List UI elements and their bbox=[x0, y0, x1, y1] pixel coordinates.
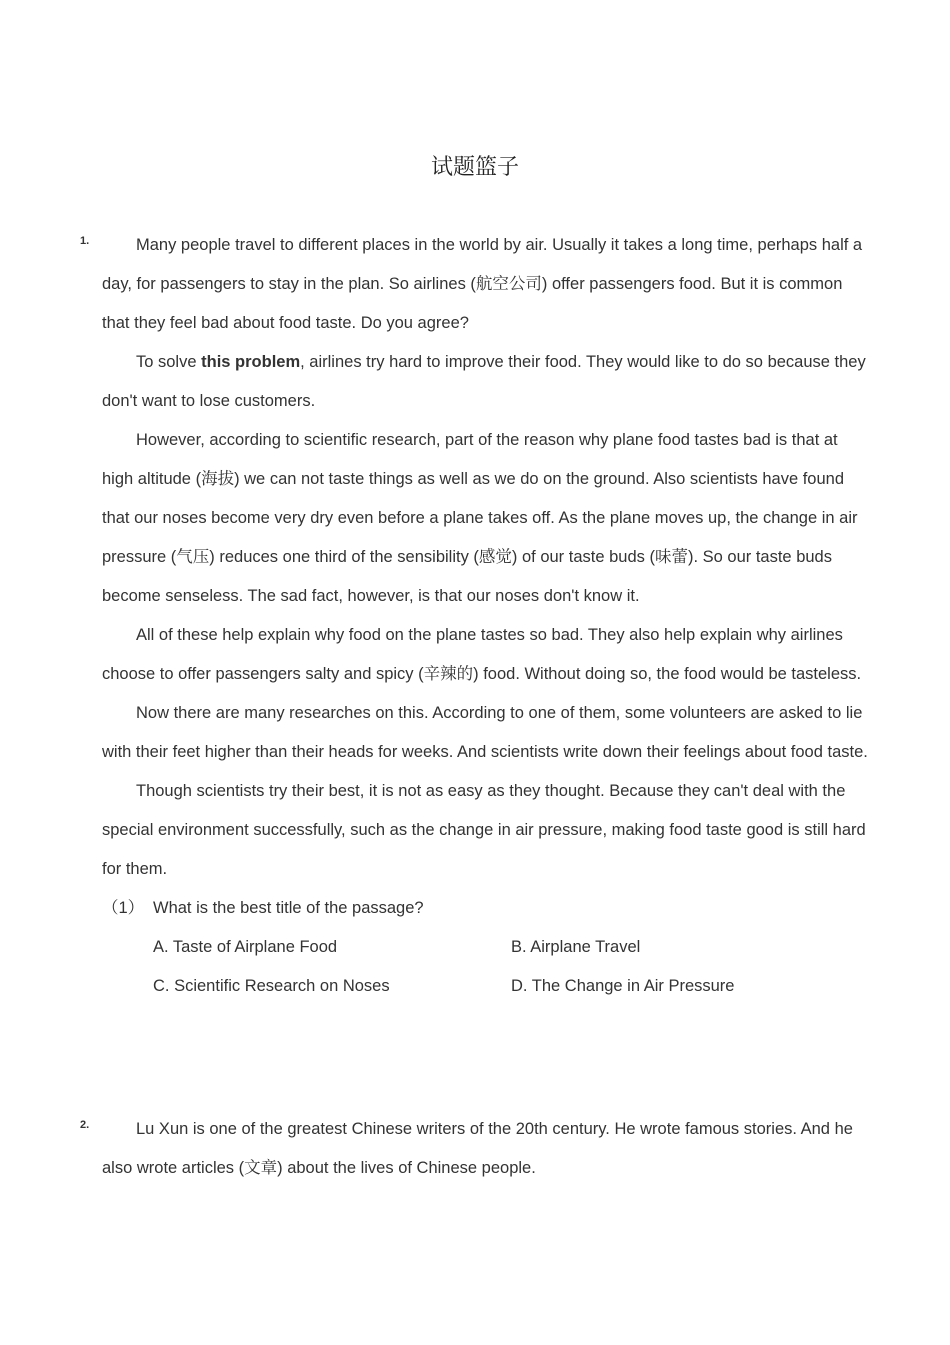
sub-question bbox=[102, 889, 872, 928]
options-row bbox=[153, 928, 872, 967]
bold-phrase: this problem bbox=[201, 353, 301, 371]
paragraph-text: All of these help explain why food on the plane tastes so bad. They also help explain why airlines choose to offer passengers salty and spicy (辛辣的) food. Without doing so, the food would be tasteless. bbox=[102, 626, 862, 683]
option-b[interactable]: B. Airplane Travel bbox=[511, 938, 641, 956]
passage-paragraph bbox=[102, 772, 872, 889]
paragraph-text: However, according to scientific research, part of the reason why plane food tastes bad is that at high altitude (海拔) we can not taste things as well as we do on the ground. Also scientists have found that our noses become very dry even before a plane takes off. As the plane moves up, the change in air pressure (气压) reduces one third of the sensibility (感觉) of our taste buds (味蕾). So our taste buds become senseless. The sad fact, however, is that our noses don't know it. bbox=[102, 431, 858, 605]
paragraph-text: To solve bbox=[136, 353, 202, 371]
question-number: 2. bbox=[80, 1119, 90, 1131]
answer-options bbox=[102, 928, 872, 1006]
paragraph-text: , airlines try hard to improve their food. They would like to do so because they don't want to lose customers. bbox=[102, 353, 866, 410]
question-1 bbox=[102, 226, 872, 1006]
question-2 bbox=[102, 1110, 872, 1188]
passage-paragraph bbox=[102, 343, 872, 421]
passage-paragraph bbox=[102, 226, 872, 343]
passage-paragraph bbox=[102, 694, 872, 772]
sub-question-number: （1） bbox=[102, 899, 145, 917]
paragraph-text: Lu Xun is one of the greatest Chinese writers of the 20th century. He wrote famous stories. And he also wrote articles (文章) about the lives of Chinese people. bbox=[102, 1120, 853, 1177]
passage-paragraph bbox=[102, 1110, 872, 1188]
paragraph-text: Many people travel to different places in the world by air. Usually it takes a long time, perhaps half a day, for passengers to stay in the plan. So airlines (航空公司) offer passengers food. But it is common that they feel bad about food taste. Do you agree? bbox=[102, 236, 863, 332]
option-a[interactable]: A. Taste of Airplane Food bbox=[153, 938, 338, 956]
passage-paragraph bbox=[102, 421, 872, 616]
passage-paragraph bbox=[102, 616, 872, 694]
option-d[interactable]: D. The Change in Air Pressure bbox=[511, 977, 735, 995]
paragraph-text: Though scientists try their best, it is not as easy as they thought. Because they can't deal with the special environment successfully, such as the change in air pressure, making food taste good is still hard for them. bbox=[102, 782, 866, 878]
sub-question-text: What is the best title of the passage? bbox=[153, 899, 424, 917]
paragraph-text: Now there are many researches on this. According to one of them, some volunteers are asked to lie with their feet higher than their heads for weeks. And scientists write down their feelings about food taste. bbox=[102, 704, 868, 761]
options-row bbox=[153, 967, 872, 1006]
document-title: 试题篮子 bbox=[430, 155, 519, 180]
question-number: 1. bbox=[80, 235, 90, 247]
option-c[interactable]: C. Scientific Research on Noses bbox=[153, 977, 390, 995]
